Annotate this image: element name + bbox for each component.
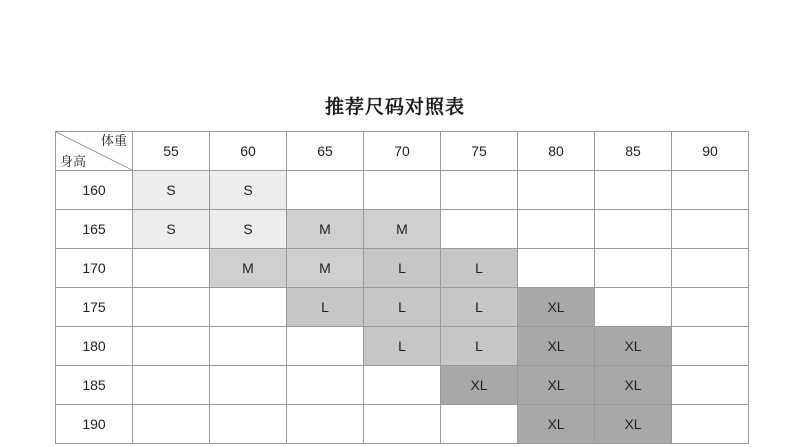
size-cell bbox=[133, 405, 210, 444]
row-header-165: 165 bbox=[56, 210, 133, 249]
size-cell bbox=[364, 366, 441, 405]
table-corner-cell bbox=[56, 132, 133, 171]
size-cell: XL bbox=[595, 327, 672, 366]
corner-height-label: 身高 bbox=[60, 154, 87, 169]
column-header-80: 80 bbox=[518, 132, 595, 171]
page-title: 推荐尺码对照表 bbox=[324, 97, 465, 118]
row-header-170: 170 bbox=[56, 249, 133, 288]
size-cell: XL bbox=[441, 366, 518, 405]
table-row bbox=[56, 366, 749, 405]
size-cell bbox=[210, 405, 287, 444]
size-cell: L bbox=[441, 249, 518, 288]
size-cell bbox=[672, 210, 749, 249]
size-cell: S bbox=[210, 210, 287, 249]
column-header-70: 70 bbox=[364, 132, 441, 171]
size-cell bbox=[210, 288, 287, 327]
size-chart-body bbox=[56, 132, 749, 444]
row-header-190: 190 bbox=[56, 405, 133, 444]
size-cell: XL bbox=[595, 366, 672, 405]
column-header-75: 75 bbox=[441, 132, 518, 171]
size-cell bbox=[672, 327, 749, 366]
size-cell: M bbox=[364, 210, 441, 249]
size-cell: L bbox=[287, 288, 364, 327]
size-cell: M bbox=[287, 210, 364, 249]
size-cell bbox=[595, 288, 672, 327]
size-cell bbox=[518, 249, 595, 288]
table-row bbox=[56, 405, 749, 444]
size-cell bbox=[595, 249, 672, 288]
size-cell: M bbox=[287, 249, 364, 288]
table-row bbox=[56, 210, 749, 249]
size-cell bbox=[672, 249, 749, 288]
size-cell: S bbox=[133, 171, 210, 210]
row-header-160: 160 bbox=[56, 171, 133, 210]
size-cell bbox=[287, 366, 364, 405]
size-cell bbox=[133, 327, 210, 366]
size-cell bbox=[364, 405, 441, 444]
column-header-60: 60 bbox=[210, 132, 287, 171]
size-cell: XL bbox=[595, 405, 672, 444]
size-cell: L bbox=[364, 327, 441, 366]
column-header-55: 55 bbox=[133, 132, 210, 171]
row-header-175: 175 bbox=[56, 288, 133, 327]
table-header-row bbox=[56, 132, 749, 171]
size-cell bbox=[595, 171, 672, 210]
size-cell: S bbox=[210, 171, 287, 210]
size-cell bbox=[287, 327, 364, 366]
size-cell bbox=[441, 405, 518, 444]
size-cell bbox=[441, 210, 518, 249]
size-cell: L bbox=[364, 249, 441, 288]
table-row bbox=[56, 327, 749, 366]
table-row bbox=[56, 288, 749, 327]
table-row bbox=[56, 171, 749, 210]
size-cell: L bbox=[441, 288, 518, 327]
size-cell bbox=[287, 171, 364, 210]
corner-inner bbox=[56, 132, 132, 170]
size-chart-table bbox=[55, 131, 749, 444]
size-cell bbox=[287, 405, 364, 444]
size-cell bbox=[133, 366, 210, 405]
size-cell: L bbox=[364, 288, 441, 327]
size-cell bbox=[518, 171, 595, 210]
corner-weight-label: 体重 bbox=[100, 133, 127, 148]
size-cell bbox=[364, 171, 441, 210]
size-cell bbox=[672, 171, 749, 210]
size-cell bbox=[595, 210, 672, 249]
column-header-90: 90 bbox=[672, 132, 749, 171]
table-row bbox=[56, 249, 749, 288]
size-cell bbox=[210, 327, 287, 366]
size-cell bbox=[672, 288, 749, 327]
size-cell bbox=[672, 366, 749, 405]
row-header-180: 180 bbox=[56, 327, 133, 366]
size-cell bbox=[672, 405, 749, 444]
size-cell: XL bbox=[518, 288, 595, 327]
column-header-85: 85 bbox=[595, 132, 672, 171]
row-header-185: 185 bbox=[56, 366, 133, 405]
size-cell: L bbox=[441, 327, 518, 366]
size-cell: M bbox=[210, 249, 287, 288]
size-cell bbox=[441, 171, 518, 210]
size-cell bbox=[133, 249, 210, 288]
size-cell bbox=[210, 366, 287, 405]
size-cell bbox=[133, 288, 210, 327]
size-cell: XL bbox=[518, 366, 595, 405]
column-header-65: 65 bbox=[287, 132, 364, 171]
size-cell: XL bbox=[518, 405, 595, 444]
size-cell: XL bbox=[518, 327, 595, 366]
size-cell: S bbox=[133, 210, 210, 249]
size-cell bbox=[518, 210, 595, 249]
